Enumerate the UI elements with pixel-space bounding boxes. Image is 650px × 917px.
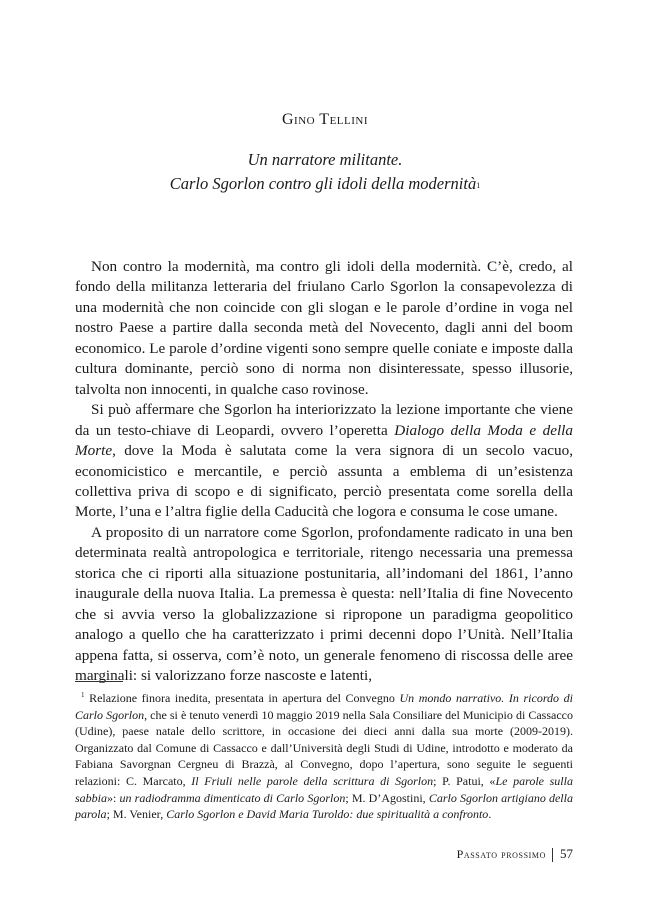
footnote-1 bbox=[75, 687, 573, 823]
fn-italic-6: Carlo Sgorlon e David Maria Turoldo: due spiritualità a confronto bbox=[166, 807, 489, 822]
fn-text-7: . bbox=[488, 807, 492, 822]
article-title bbox=[0, 148, 650, 196]
fn-italic-3: Le parole sulla sabbia bbox=[75, 773, 573, 805]
fn-text-2: , che si è tenuto venerdì 10 maggio 2019 nella Sala Consiliare del Municipio di Cassacco (Udine), paese natale dello scrittore, in occasione dei dieci anni dalla sua morte (2009-2019). Organizzato dal Comune di Cassacco e dall’Università degli Studi di Udine, introdotto e moderato da Fabiana Savorgnan Cergneu di Brazzà, al Convegno, dopo l’apertura, sono seguite le seguenti relazioni: C. Marcato, bbox=[75, 707, 574, 788]
author-name: Gino Tellini bbox=[281, 111, 369, 128]
paragraph-2 bbox=[75, 400, 573, 523]
fn-text-1: Relazione finora inedita, presentata in apertura del Convegno bbox=[84, 691, 400, 705]
footnote-divider bbox=[75, 681, 123, 682]
paragraph-2-text-b: , dove la Moda è salutata come la vera signora di un secolo vacuo, economicistico e mercantile, e perciò assunta a emblema di un’esistenza collettiva priva di scopo e di significato, perciò presentata come sorella della Morte, l’una e l’altra figlie della Caducità che logora e consuma le cose umane. bbox=[75, 442, 573, 521]
fn-text-6: ; M. Venier, bbox=[106, 807, 167, 822]
running-head: Passato prossimo bbox=[456, 847, 546, 861]
fn-italic-5: Carlo Sgorlon artigiano della parola bbox=[75, 790, 573, 822]
fn-text-4: »: bbox=[107, 790, 120, 805]
work-title-dialogo: Dialogo della Moda e della Morte bbox=[75, 421, 573, 460]
fn-text-5: ; M. D’Agostini, bbox=[345, 790, 429, 805]
paragraph-1: Non contro la modernità, ma contro gli idoli della modernità. C’è, credo, al fondo della militanza letteraria del friulano Carlo Sgorlon la consapevolezza di una modernità che non coincide con gli slogan e le parole d’ordine in voga nel nostro Paese a partire dalla seconda metà del Novecento, dagli anni del boom economico. Le parole d’ordine vigenti sono sempre quelle coniate e imposte dalla cultura dominante, perciò sono di norma non disinteressate, spesso illusorie, talvolta non innocenti, in qualche caso rovinose. bbox=[75, 258, 573, 398]
page-footer bbox=[0, 846, 573, 862]
fn-italic-4: un radiodramma dimenticato di Carlo Sgorlon bbox=[119, 790, 346, 805]
title-line-1: Un narratore militante. bbox=[247, 150, 403, 169]
paragraph-3: A proposito di un narratore come Sgorlon, profondamente radicato in una ben determinata realtà antropologica e territoriale, ritengo necessaria una premessa storica che ci riporti alla situazione postunitaria, all’indomani del 1861, l’anno inaugurale della nuova Italia. La premessa è questa: nell’Italia di fine Novecento che si avvia verso la globalizzazione si ripropone un paradigma geopolitico analogo a quello che ha caratterizzato i primi decenni dopo l’Unità. Nell’Italia appena fatta, si osserva, com’è noto, un generale fenomeno di riscossa delle aree marginali: si valorizzano forze nascoste e latenti, bbox=[75, 523, 573, 685]
fn-text-3: ; P. Patui, « bbox=[433, 773, 496, 788]
footnote-ref[interactable]: 1 bbox=[476, 181, 481, 190]
footer-separator bbox=[552, 848, 553, 862]
article-body bbox=[75, 257, 573, 687]
fn-italic-1: Un mondo narrativo. In ricordo di Carlo Sgorlon bbox=[75, 691, 573, 722]
fn-italic-2: Il Friuli nelle parole della scrittura di Sgorlon bbox=[191, 773, 434, 788]
page-number: 57 bbox=[560, 846, 573, 861]
footnote-mark: 1 bbox=[81, 691, 85, 699]
title-line-2-text: Carlo Sgorlon contro gli idoli della modernità bbox=[169, 174, 477, 193]
paragraph-2-text-a: Si può affermare che Sgorlon ha interiorizzato la lezione importante che viene da un testo-chiave di Leopardi, ovvero l’operetta bbox=[75, 401, 573, 439]
title-line-2 bbox=[0, 172, 650, 196]
